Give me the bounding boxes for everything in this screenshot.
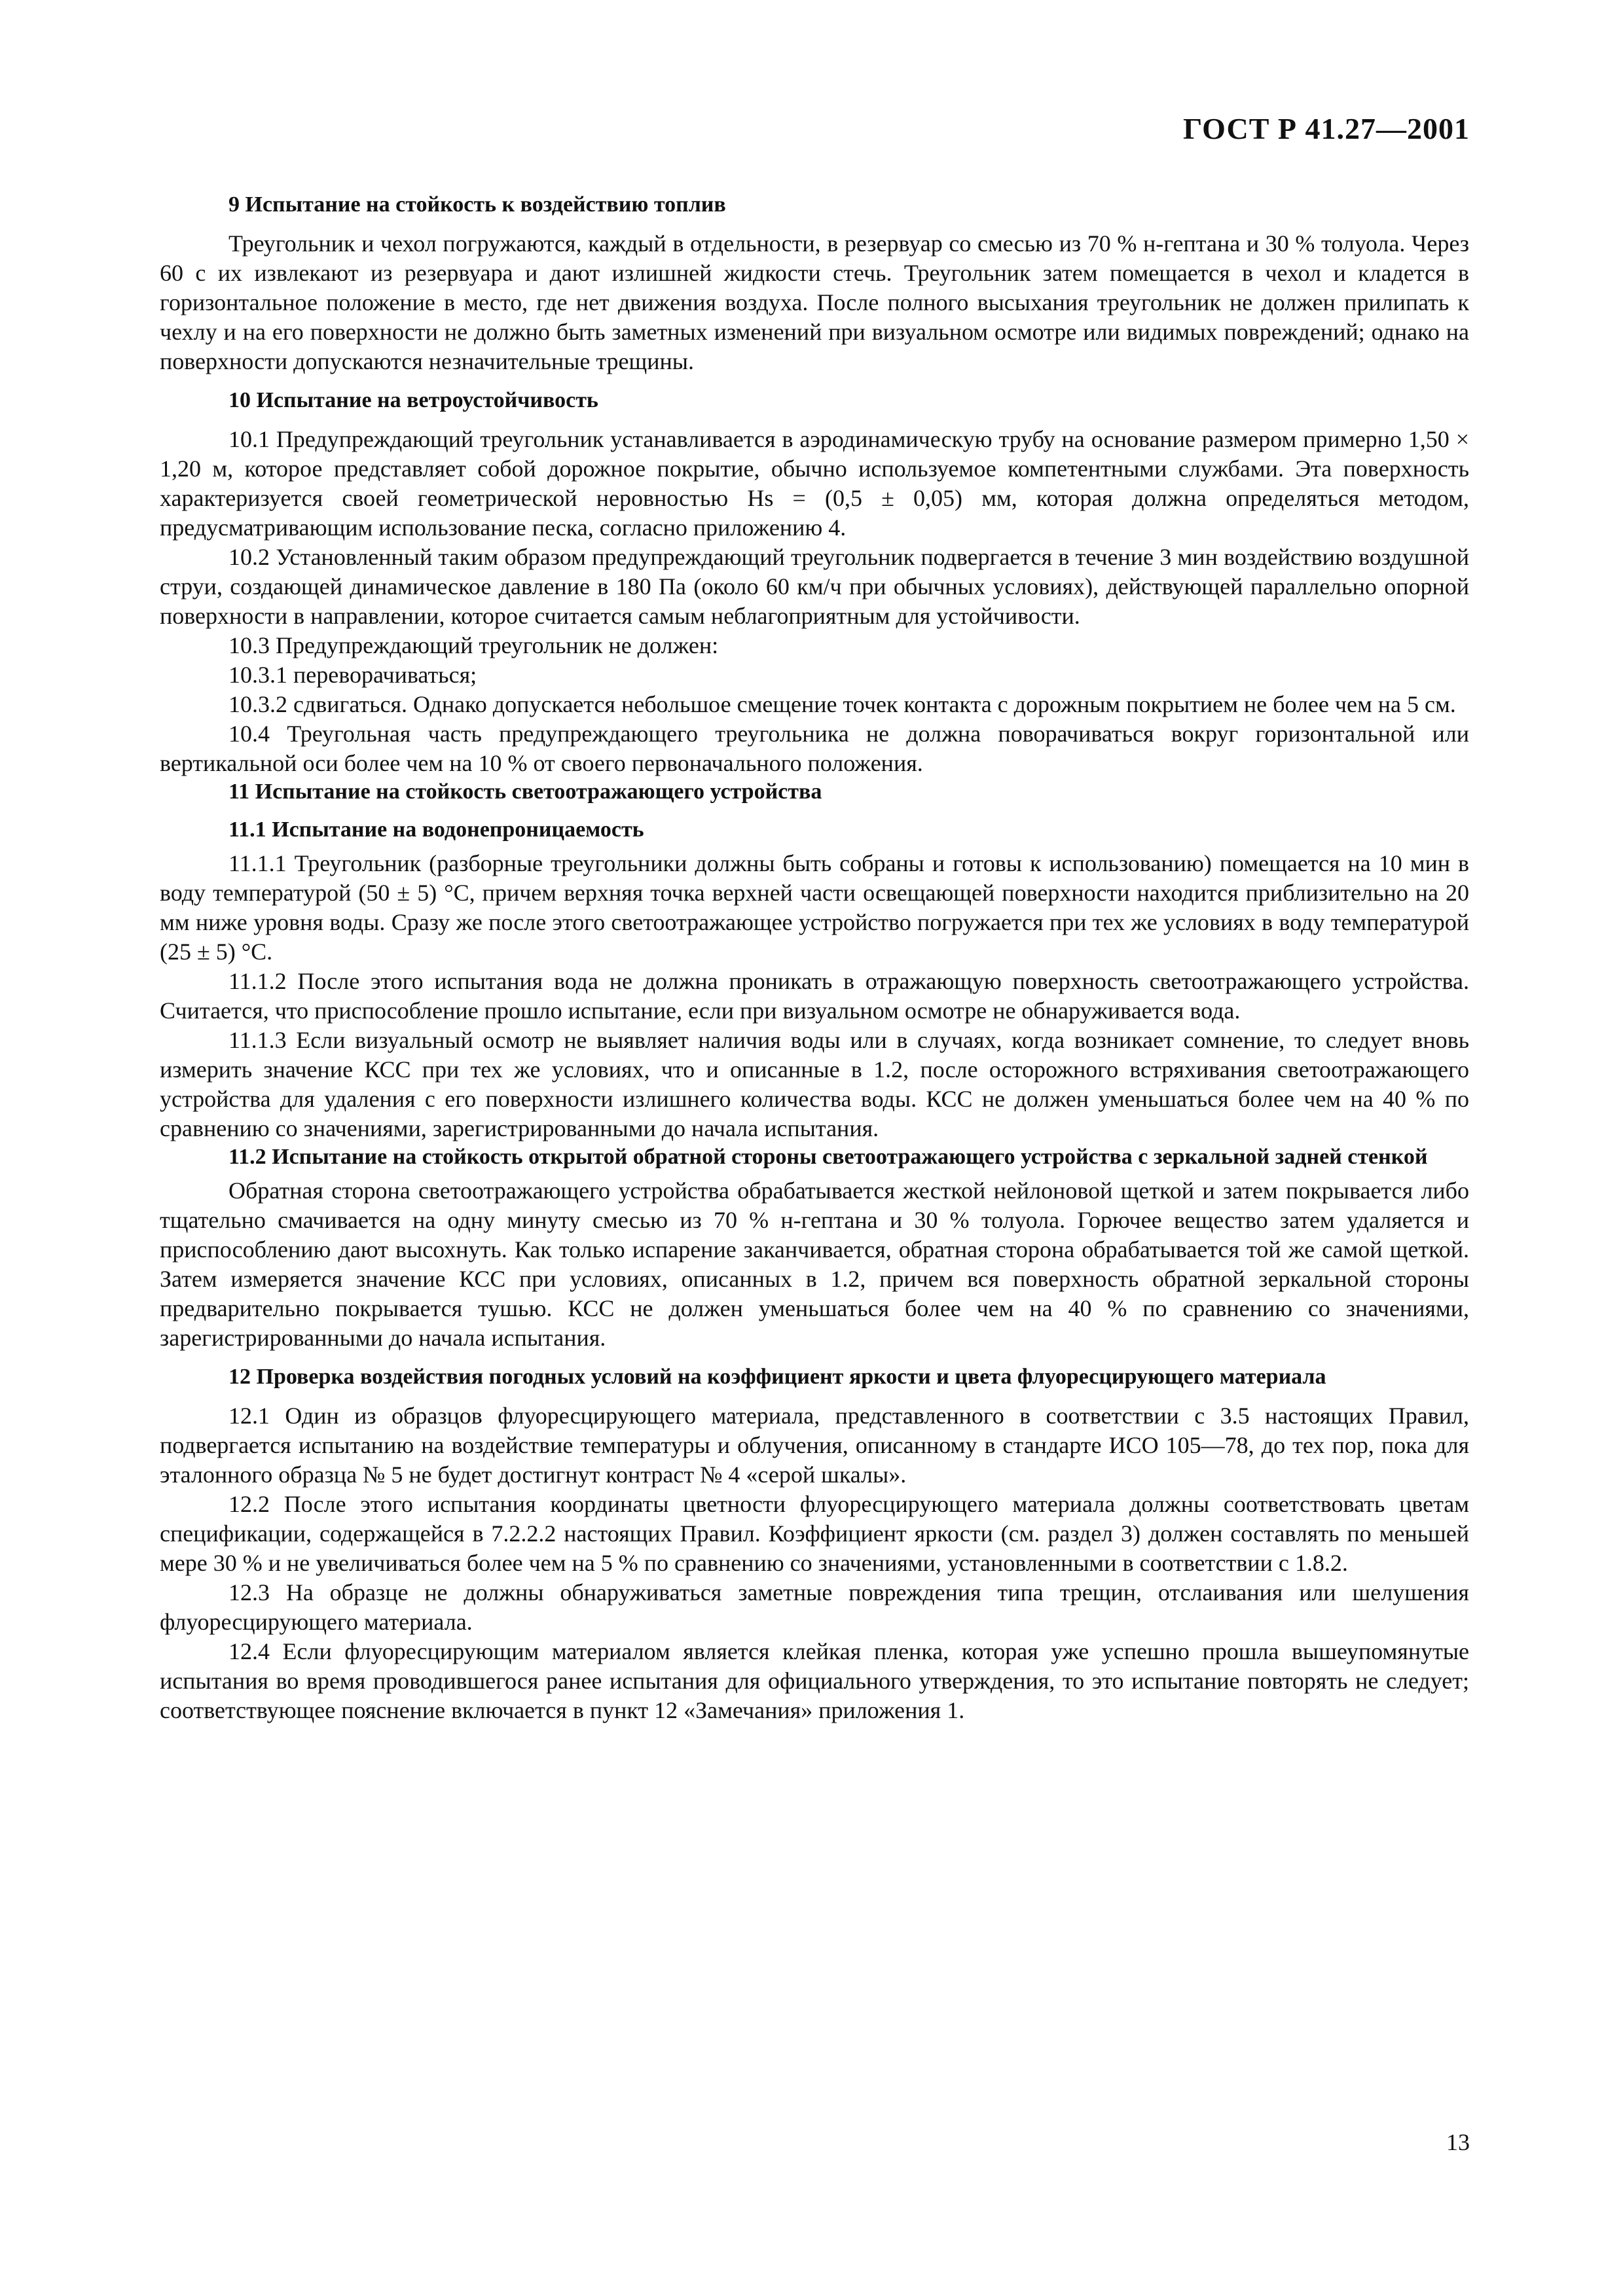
paragraph-11-1-2: 11.1.2 После этого испытания вода не должна проникать в отражающую поверхность светоотражающего устройства. Считается, что приспособление прошло испытание, если при визуальном осмотре не обнаруживается вода. bbox=[160, 968, 1469, 1024]
section-heading-10: 10 Испытание на ветроустойчивость bbox=[228, 388, 598, 412]
document-body bbox=[160, 191, 1469, 1725]
subsection-heading-11-2: 11.2 Испытание на стойкость открытой обратной стороны светоотражающего устройства с зеркальной задней стенкой bbox=[228, 1145, 1428, 1169]
paragraph-11-1-1: 11.1.1 Треугольник (разборные треугольники должны быть собраны и готовы к использованию) помещается на 10 мин в воду температурой (50 ± 5) °С, причем верхняя точка верхней части освещающей поверхности находится приблизительно на 20 мм ниже уровня воды. Сразу же после этого светоотражающее устройство погружается при тех же условиях в воду температурой (25 ± 5) °С. bbox=[160, 850, 1469, 965]
section-heading-11: 11 Испытание на стойкость светоотражающего устройства bbox=[228, 780, 822, 804]
paragraph-10-1: 10.1 Предупреждающий треугольник устанавливается в аэродинамическую трубу на основание размером примерно 1,50 × 1,20 м, которое представляет собой дорожное покрытие, обычно используемое компетентными службами. Эта поверхность характеризуется своей геометрической неровностью Hs = (0,5 ± 0,05) мм, которая должна определяться методом, предусматривающим использование песка, согласно приложению 4. bbox=[160, 426, 1469, 541]
paragraph-12-1: 12.1 Один из образцов флуоресцирующего материала, представленного в соответствии с 3.5 настоящих Правил, подвергается испытанию на воздействие температуры и облучения, описанному в стандарте ИСО 105—78, до тех пор, пока для эталонного образца № 5 не будет достигнут контраст № 4 «серой шкалы». bbox=[160, 1403, 1469, 1488]
paragraph-11-1-3: 11.1.3 Если визуальный осмотр не выявляет наличия воды или в случаях, когда возникает сомнение, то следует вновь измерить значение КСС при тех же условиях, что и описанные в 1.2, после осторожного встряхивания светоотражающего устройства для удаления с его поверхности излишнего количества воды. КСС не должен уменьшаться более чем на 40 % по сравнению со значениями, зарегистрированными до начала испытания. bbox=[160, 1027, 1469, 1141]
paragraph-12-3: 12.3 На образце не должны обнаруживаться заметные повреждения типа трещин, отслаивания или шелушения флуоресцирующего материала. bbox=[160, 1579, 1469, 1635]
paragraph-12-4: 12.4 Если флуоресцирующим материалом является клейкая пленка, которая уже успешно прошла вышеупомянутые испытания во время проводившегося ранее испытания для официального утверждения, то это испытание повторять не следует; соответствующее пояснение включается в пункт 12 «Замечания» приложения 1. bbox=[160, 1638, 1469, 1723]
paragraph-10-3: 10.3 Предупреждающий треугольник не должен: bbox=[228, 632, 719, 658]
subsection-heading-11-1: 11.1 Испытание на водонепроницаемость bbox=[228, 817, 644, 842]
section-heading-9: 9 Испытание на стойкость к воздействию топлив bbox=[228, 192, 726, 217]
page-number: 13 bbox=[1446, 2129, 1470, 2155]
section-heading-12: 12 Проверка воздействия погодных условий на коэффициент яркости и цвета флуоресцирующего материала bbox=[228, 1365, 1326, 1389]
paragraph-10-2: 10.2 Установленный таким образом предупреждающий треугольник подвергается в течение 3 мин воздействию воздушной струи, создающей динамическое давление в 180 Па (около 60 км/ч при обычных условиях), действующей параллельно опорной поверхности в направлении, которое считается самым неблагоприятным для устойчивости. bbox=[160, 544, 1469, 629]
paragraph-11-2: Обратная сторона светоотражающего устройства обрабатывается жесткой нейлоновой щеткой и затем покрывается либо тщательно смачивается на одну минуту смесью из 70 % н-гептана и 30 % толуола. Горючее вещество затем удаляется и приспособлению дают высохнуть. Как только испарение заканчивается, обратная сторона обрабатывается той же самой щеткой. Затем измеряется значение КСС при условиях, описанных в 1.2, причем вся поверхность обратной зеркальной стороны предварительно покрывается тушью. КСС не должен уменьшаться более чем на 40 % по сравнению со значениями, зарегистрированными до начала испытания. bbox=[160, 1177, 1469, 1351]
paragraph-10-3-1: 10.3.1 переворачиваться; bbox=[228, 662, 477, 688]
document-code: ГОСТ Р 41.27—2001 bbox=[1183, 112, 1470, 145]
paragraph-10-3-2: 10.3.2 сдвигаться. Однако допускается небольшое смещение точек контакта с дорожным покрытием не более чем на 5 см. bbox=[228, 691, 1456, 717]
paragraph-10-4: 10.4 Треугольная часть предупреждающего треугольника не должна поворачиваться вокруг горизонтальной или вертикальной оси более чем на 10 % от своего первоначального положения. bbox=[160, 721, 1469, 776]
paragraph-12-2: 12.2 После этого испытания координаты цветности флуоресцирующего материала должны соответствовать цветам спецификации, содержащейся в 7.2.2.2 настоящих Правил. Коэффициент яркости (см. раздел 3) должен составлять по меньшей мере 30 % и не увеличиваться более чем на 5 % по сравнению со значениями, установленными в соответствии с 1.8.2. bbox=[160, 1491, 1469, 1576]
paragraph-9: Треугольник и чехол погружаются, каждый в отдельности, в резервуар со смесью из 70 % н-гептана и 30 % толуола. Через 60 с их извлекают из резервуара и дают излишней жидкости стечь. Треугольник затем помещается в чехол и кладется в горизонтальное положение в место, где нет движения воздуха. После полного высыхания треугольник не должен прилипать к чехлу и на его поверхности не должно быть заметных изменений при визуальном осмотре или видимых повреждений; однако на поверхности допускаются незначительные трещины. bbox=[160, 230, 1469, 374]
